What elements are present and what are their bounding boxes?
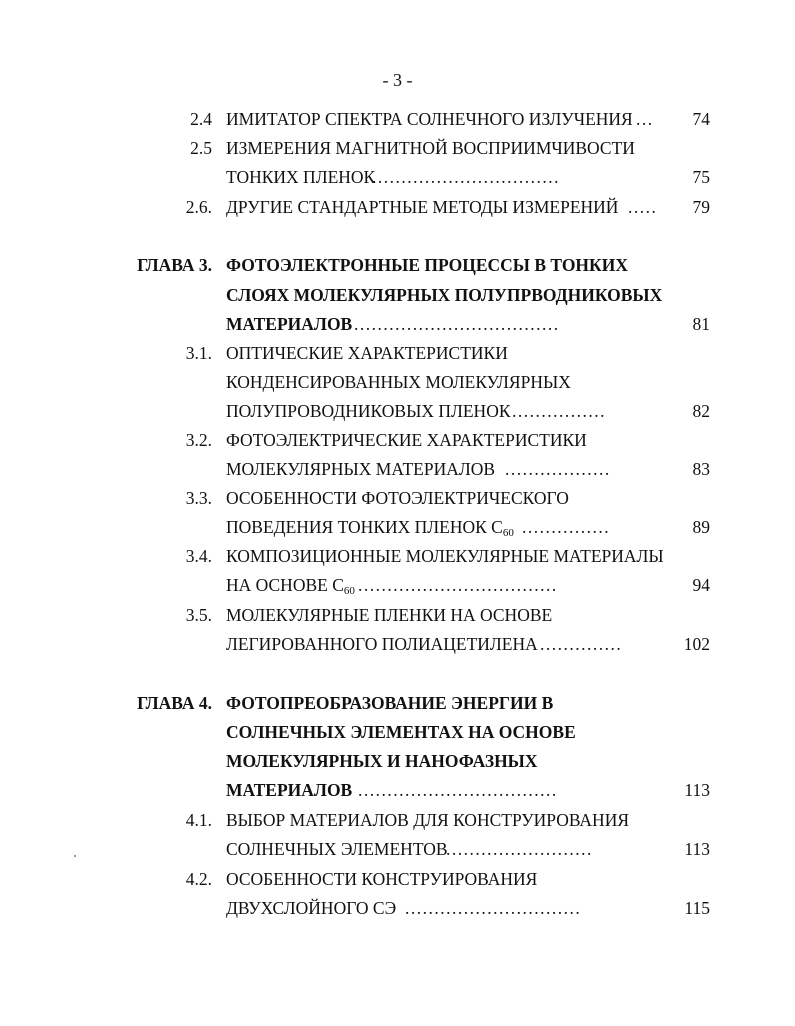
toc-entry-page: 113: [684, 780, 710, 800]
subscript-60: 60: [343, 585, 355, 597]
toc-entry-number: 3.2.: [185, 430, 212, 450]
toc-entry-title: ТОНКИХ ПЛЕНОК: [226, 167, 376, 187]
toc-entry-page: 115: [684, 898, 710, 918]
toc-chapter-title: ФОТОПРЕОБРАЗОВАНИЕ ЭНЕРГИИ В: [226, 693, 554, 713]
toc-leader-dots: ...: [636, 109, 654, 129]
toc-chapter-title: ФОТОЭЛЕКТРОННЫЕ ПРОЦЕССЫ В ТОНКИХ: [226, 255, 628, 275]
toc-entry-page: 81: [692, 314, 710, 334]
toc-entry-number: 2.6.: [185, 197, 212, 217]
toc-chapter-4: [0, 690, 795, 716]
toc-entry-number: 3.4.: [185, 546, 212, 566]
toc-leader-dots: ..................................: [358, 780, 558, 800]
toc-entry-page: 102: [683, 634, 710, 654]
toc-entry-page: 82: [692, 401, 710, 421]
toc-chapter-title: СОЛНЕЧНЫХ ЭЛЕМЕНТАХ НА ОСНОВЕ: [226, 722, 576, 742]
toc-entry-3-5: [0, 602, 795, 628]
toc-chapter-title: МОЛЕКУЛЯРНЫХ И НАНОФАЗНЫХ: [226, 751, 538, 771]
toc-entry-3-4: [0, 543, 795, 569]
toc-leader-dots: ................................: [372, 167, 560, 187]
toc-entry-title: [226, 572, 355, 604]
toc-entry-number: 3.1.: [185, 343, 212, 363]
toc-entry-2-4: [0, 106, 795, 132]
toc-entry-title: ОПТИЧЕСКИЕ ХАРАКТЕРИСТИКИ: [226, 343, 508, 363]
toc-leader-dots: ..................: [505, 459, 611, 479]
toc-entry-title: КОМПОЗИЦИОННЫЕ МОЛЕКУЛЯРНЫЕ МАТЕРИАЛЫ: [226, 546, 664, 566]
toc-chapter-4-cont: [0, 719, 795, 745]
toc-leader-dots: ..............: [540, 634, 623, 654]
toc-chapter-4-cont: [0, 777, 795, 803]
toc-entry-page: 89: [692, 517, 710, 537]
toc-entry-3-3-cont: [0, 514, 795, 540]
toc-entry-3-1-cont: [0, 369, 795, 395]
toc-entry-number: 4.1.: [185, 810, 212, 830]
toc-entry-page: 83: [692, 459, 710, 479]
toc-entry-2-5-cont: [0, 164, 795, 190]
toc-chapter-number: ГЛАВА 4.: [137, 693, 212, 713]
toc-entry-title-text: НА ОСНОВЕ С: [226, 575, 344, 595]
toc-chapter-3-cont: [0, 282, 795, 308]
toc-entry-number: 3.5.: [185, 605, 212, 625]
toc-chapter-4-cont: [0, 748, 795, 774]
toc-entry-3-1-cont: [0, 398, 795, 424]
toc-entry-2-5: [0, 135, 795, 161]
toc-entry-number: 2.4: [190, 109, 212, 129]
toc-entry-title: ФОТОЭЛЕКТРИЧЕСКИЕ ХАРАКТЕРИСТИКИ: [226, 430, 587, 450]
toc-entry-title-text: ПОВЕДЕНИЯ ТОНКИХ ПЛЕНОК С: [226, 517, 503, 537]
toc-entry-page: 75: [692, 167, 710, 187]
scan-speck: [74, 855, 76, 857]
toc-leader-dots: ...............: [522, 517, 611, 537]
toc-entry-title: ДВУХСЛОЙНОГО СЭ: [226, 898, 397, 918]
toc-leader-dots: ................: [512, 401, 606, 421]
toc-entry-4-2: [0, 866, 795, 892]
toc-leader-dots: .....: [628, 197, 658, 217]
toc-entry-4-2-cont: [0, 895, 795, 921]
toc-entry-page: 79: [692, 197, 710, 217]
toc-entry-title: ИМИТАТОР СПЕКТРА СОЛНЕЧНОГО ИЗЛУЧЕНИЯ: [226, 109, 633, 129]
toc-leader-dots: .........................: [446, 839, 593, 859]
page-number: - 3 -: [382, 70, 413, 90]
toc-entry-title: ВЫБОР МАТЕРИАЛОВ ДЛЯ КОНСТРУИРОВАНИЯ: [226, 810, 630, 830]
toc-entry-number: 2.5: [190, 138, 212, 158]
toc-entry-4-1-cont: [0, 836, 795, 862]
toc-entry-number: 3.3.: [185, 488, 212, 508]
toc-chapter-number: ГЛАВА 3.: [137, 255, 212, 275]
toc-entry-page: 74: [692, 109, 710, 129]
toc-entry-page: 94: [692, 575, 710, 595]
toc-entry-2-6: [0, 194, 795, 220]
toc-entry-title: ЛЕГИРОВАННОГО ПОЛИАЦЕТИЛЕНА: [226, 634, 538, 654]
subscript-60: 60: [502, 527, 514, 539]
toc-entry-title: [226, 514, 514, 546]
toc-entry-title: МОЛЕКУЛЯРНЫЕ ПЛЕНКИ НА ОСНОВЕ: [226, 605, 553, 625]
toc-leader-dots: ...................................: [354, 314, 560, 334]
toc-entry-title: ИЗМЕРЕНИЯ МАГНИТНОЙ ВОСПРИИМЧИВОСТИ: [226, 138, 635, 158]
toc-entry-title: ОСОБЕННОСТИ ФОТОЭЛЕКТРИЧЕСКОГО: [226, 488, 569, 508]
toc-chapter-title: МАТЕРИАЛОВ: [226, 314, 353, 334]
toc-entry-title: ПОЛУПРОВОДНИКОВЫХ ПЛЕНОК: [226, 401, 511, 421]
toc-entry-3-5-cont: [0, 631, 795, 657]
toc-chapter-3: [0, 252, 795, 278]
toc-entry-title: КОНДЕНСИРОВАННЫХ МОЛЕКУЛЯРНЫХ: [226, 372, 571, 392]
toc-leader-dots: ..................................: [358, 575, 558, 595]
toc-entry-3-4-cont: [0, 572, 795, 598]
toc-entry-title: СОЛНЕЧНЫХ ЭЛЕМЕНТОВ: [226, 839, 448, 859]
toc-leader-dots: ..............................: [405, 898, 582, 918]
toc-entry-title: ДРУГИЕ СТАНДАРТНЫЕ МЕТОДЫ ИЗМЕРЕНИЙ: [226, 197, 619, 217]
toc-chapter-3-cont: [0, 311, 795, 337]
toc-entry-3-2-cont: [0, 456, 795, 482]
toc-entry-3-2: [0, 427, 795, 453]
toc-chapter-title: СЛОЯХ МОЛЕКУЛЯРНЫХ ПОЛУПРВОДНИКОВЫХ: [226, 285, 663, 305]
toc-entry-4-1: [0, 807, 795, 833]
toc-entry-3-1: [0, 340, 795, 366]
toc-entry-3-3: [0, 485, 795, 511]
toc-entry-title: МОЛЕКУЛЯРНЫХ МАТЕРИАЛОВ: [226, 459, 496, 479]
toc-entry-number: 4.2.: [185, 869, 212, 889]
toc-entry-page: 113: [684, 839, 710, 859]
toc-entry-title: ОСОБЕННОСТИ КОНСТРУИРОВАНИЯ: [226, 869, 538, 889]
toc-chapter-title: МАТЕРИАЛОВ: [226, 780, 353, 800]
